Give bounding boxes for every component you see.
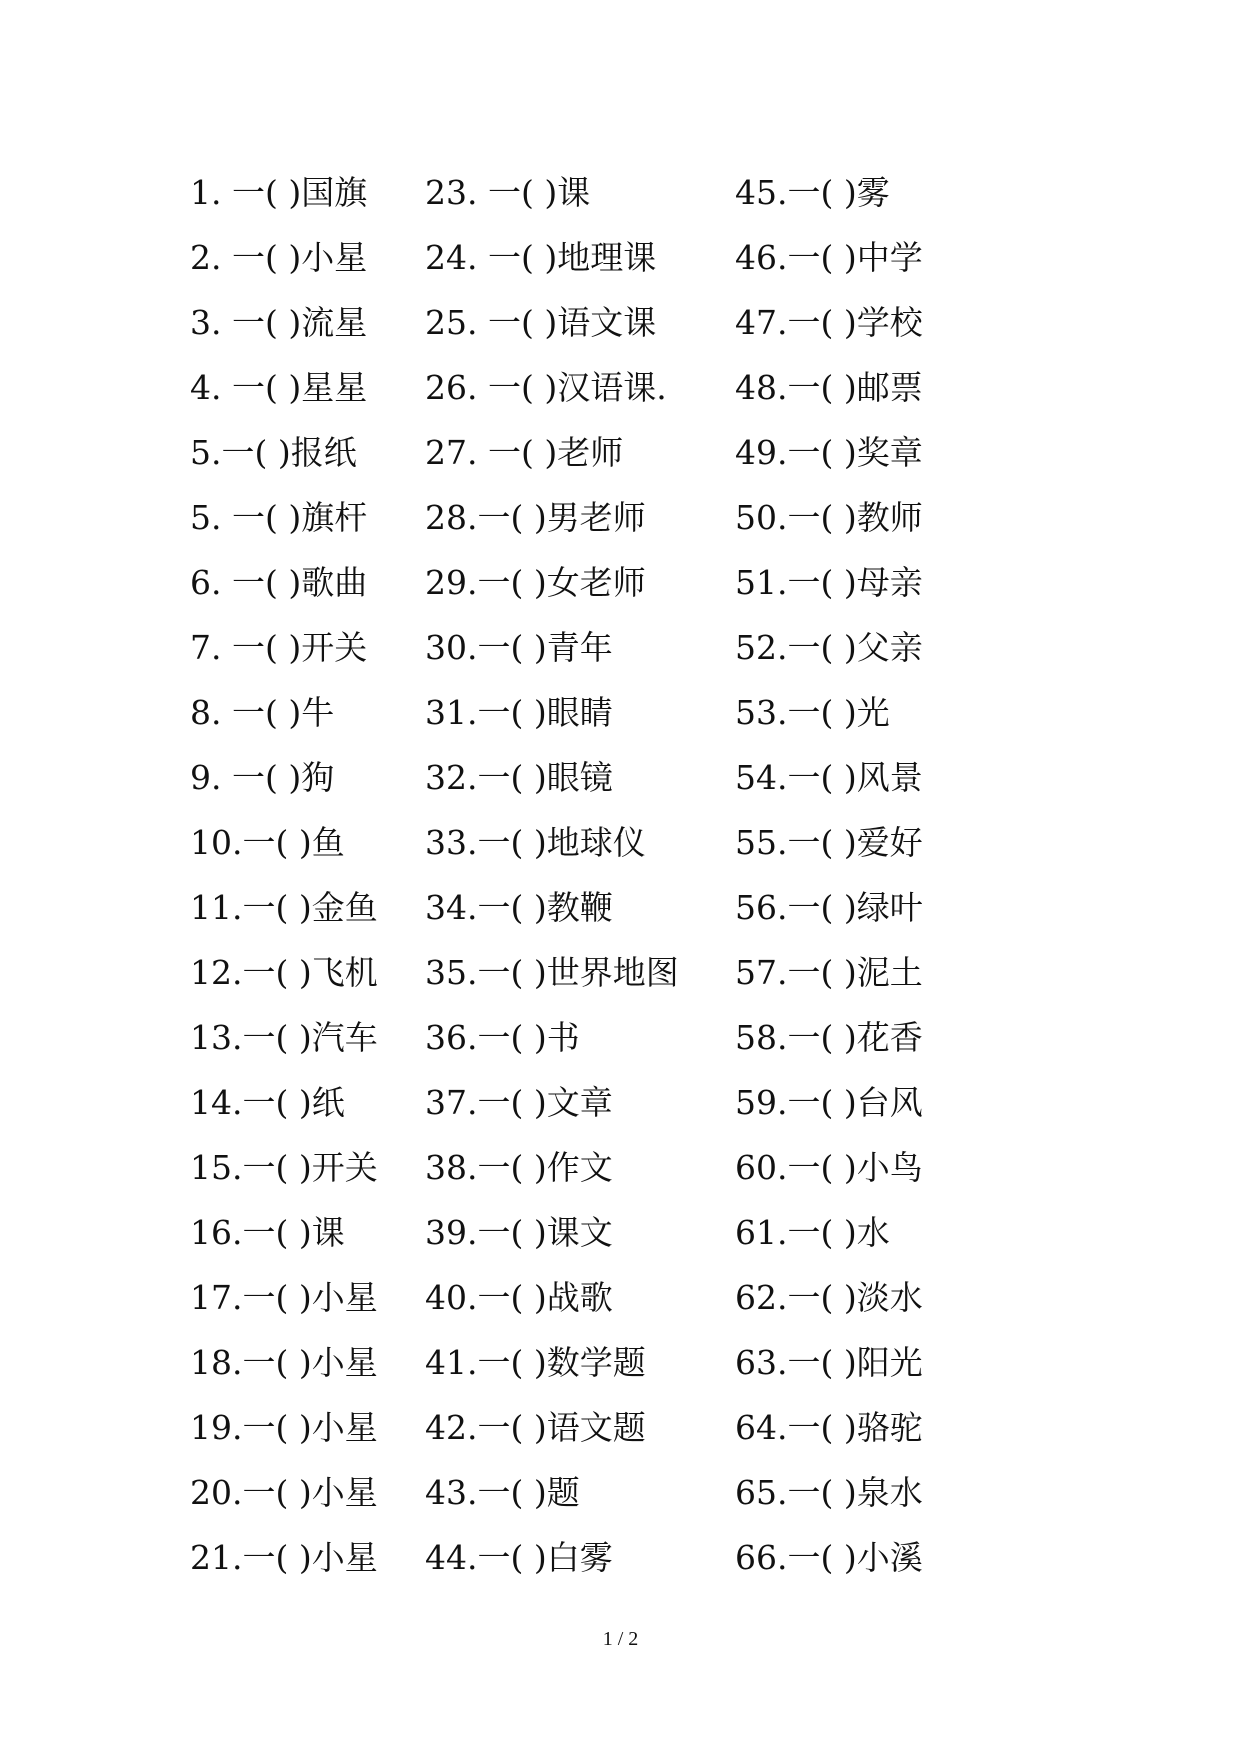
exercise-item: 11.一( )金鱼 [190, 888, 378, 927]
exercise-item: 40.一( )战歌 [425, 1278, 613, 1317]
exercise-item: 9. 一( )狗 [190, 758, 335, 797]
exercise-item: 13.一( )汽车 [190, 1018, 378, 1057]
exercise-item: 52.一( )父亲 [735, 628, 923, 667]
exercise-item: 49.一( )奖章 [735, 433, 923, 472]
exercise-item: 54.一( )风景 [735, 758, 923, 797]
exercise-item: 37.一( )文章 [425, 1083, 613, 1122]
exercise-item: 5.一( )报纸 [190, 433, 357, 472]
exercise-item: 55.一( )爱好 [735, 823, 923, 862]
exercise-item: 64.一( )骆驼 [735, 1408, 923, 1447]
exercise-item: 50.一( )教师 [735, 498, 923, 537]
exercise-item: 63.一( )阳光 [735, 1343, 923, 1382]
exercise-column-2 [425, 160, 735, 1590]
page-number: 1 / 2 [602, 1628, 639, 1650]
exercise-item: 1. 一( )国旗 [190, 173, 368, 212]
exercise-item: 48.一( )邮票 [735, 368, 923, 407]
exercise-item: 66.一( )小溪 [735, 1538, 923, 1577]
exercise-item: 46.一( )中学 [735, 238, 923, 277]
exercise-item: 47.一( )学校 [735, 303, 923, 342]
exercise-item: 28.一( )男老师 [425, 498, 646, 537]
exercise-item: 25. 一( )语文课 [425, 303, 657, 342]
exercise-item: 20.一( )小星 [190, 1473, 378, 1512]
exercise-item: 59.一( )台风 [735, 1083, 923, 1122]
exercise-item: 61.一( )水 [735, 1213, 890, 1252]
exercise-item: 51.一( )母亲 [735, 563, 923, 602]
exercise-item: 60.一( )小鸟 [735, 1148, 923, 1187]
exercise-item: 18.一( )小星 [190, 1343, 378, 1382]
exercise-item: 65.一( )泉水 [735, 1473, 923, 1512]
exercise-item: 23. 一( )课 [425, 173, 591, 212]
exercise-item: 58.一( )花香 [735, 1018, 923, 1057]
exercise-item: 62.一( )淡水 [735, 1278, 923, 1317]
exercise-item: 6. 一( )歌曲 [190, 563, 368, 602]
exercise-item: 33.一( )地球仪 [425, 823, 646, 862]
exercise-item: 17.一( )小星 [190, 1278, 378, 1317]
exercise-item: 8. 一( )牛 [190, 693, 335, 732]
exercise-item: 53.一( )光 [735, 693, 890, 732]
exercise-item: 34.一( )教鞭 [425, 888, 613, 927]
exercise-item: 31.一( )眼睛 [425, 693, 613, 732]
exercise-item: 27. 一( )老师 [425, 433, 624, 472]
exercise-item: 29.一( )女老师 [425, 563, 646, 602]
exercise-item: 5. 一( )旗杆 [190, 498, 368, 537]
exercise-item: 14.一( )纸 [190, 1083, 345, 1122]
exercise-item: 4. 一( )星星 [190, 368, 368, 407]
exercise-item: 39.一( )课文 [425, 1213, 613, 1252]
exercise-item: 36.一( )书 [425, 1018, 580, 1057]
exercise-item: 3. 一( )流星 [190, 303, 368, 342]
exercise-item: 41.一( )数学题 [425, 1343, 646, 1382]
exercise-item: 57.一( )泥土 [735, 953, 923, 992]
exercise-item: 35.一( )世界地图 [425, 953, 679, 992]
exercise-item: 10.一( )鱼 [190, 823, 345, 862]
exercise-item: 19.一( )小星 [190, 1408, 378, 1447]
exercise-item: 2. 一( )小星 [190, 238, 368, 277]
exercise-item: 56.一( )绿叶 [735, 888, 923, 927]
exercise-item: 21.一( )小星 [190, 1538, 378, 1577]
exercise-item: 42.一( )语文题 [425, 1408, 646, 1447]
exercise-item: 38.一( )作文 [425, 1148, 613, 1187]
exercise-item: 30.一( )青年 [425, 628, 613, 667]
exercise-item: 26. 一( )汉语课. [425, 368, 667, 407]
exercise-item: 44.一( )白雾 [425, 1538, 613, 1577]
exercise-item: 12.一( )飞机 [190, 953, 378, 992]
exercise-item: 43.一( )题 [425, 1473, 580, 1512]
exercise-item: 16.一( )课 [190, 1213, 345, 1252]
exercise-item: 7. 一( )开关 [190, 628, 368, 667]
exercise-item: 32.一( )眼镜 [425, 758, 613, 797]
exercise-column-3 [735, 160, 995, 1590]
exercise-column-1 [190, 160, 420, 1590]
exercise-item: 24. 一( )地理课 [425, 238, 657, 277]
exercise-item: 45.一( )雾 [735, 173, 890, 212]
exercise-item: 15.一( )开关 [190, 1148, 378, 1187]
